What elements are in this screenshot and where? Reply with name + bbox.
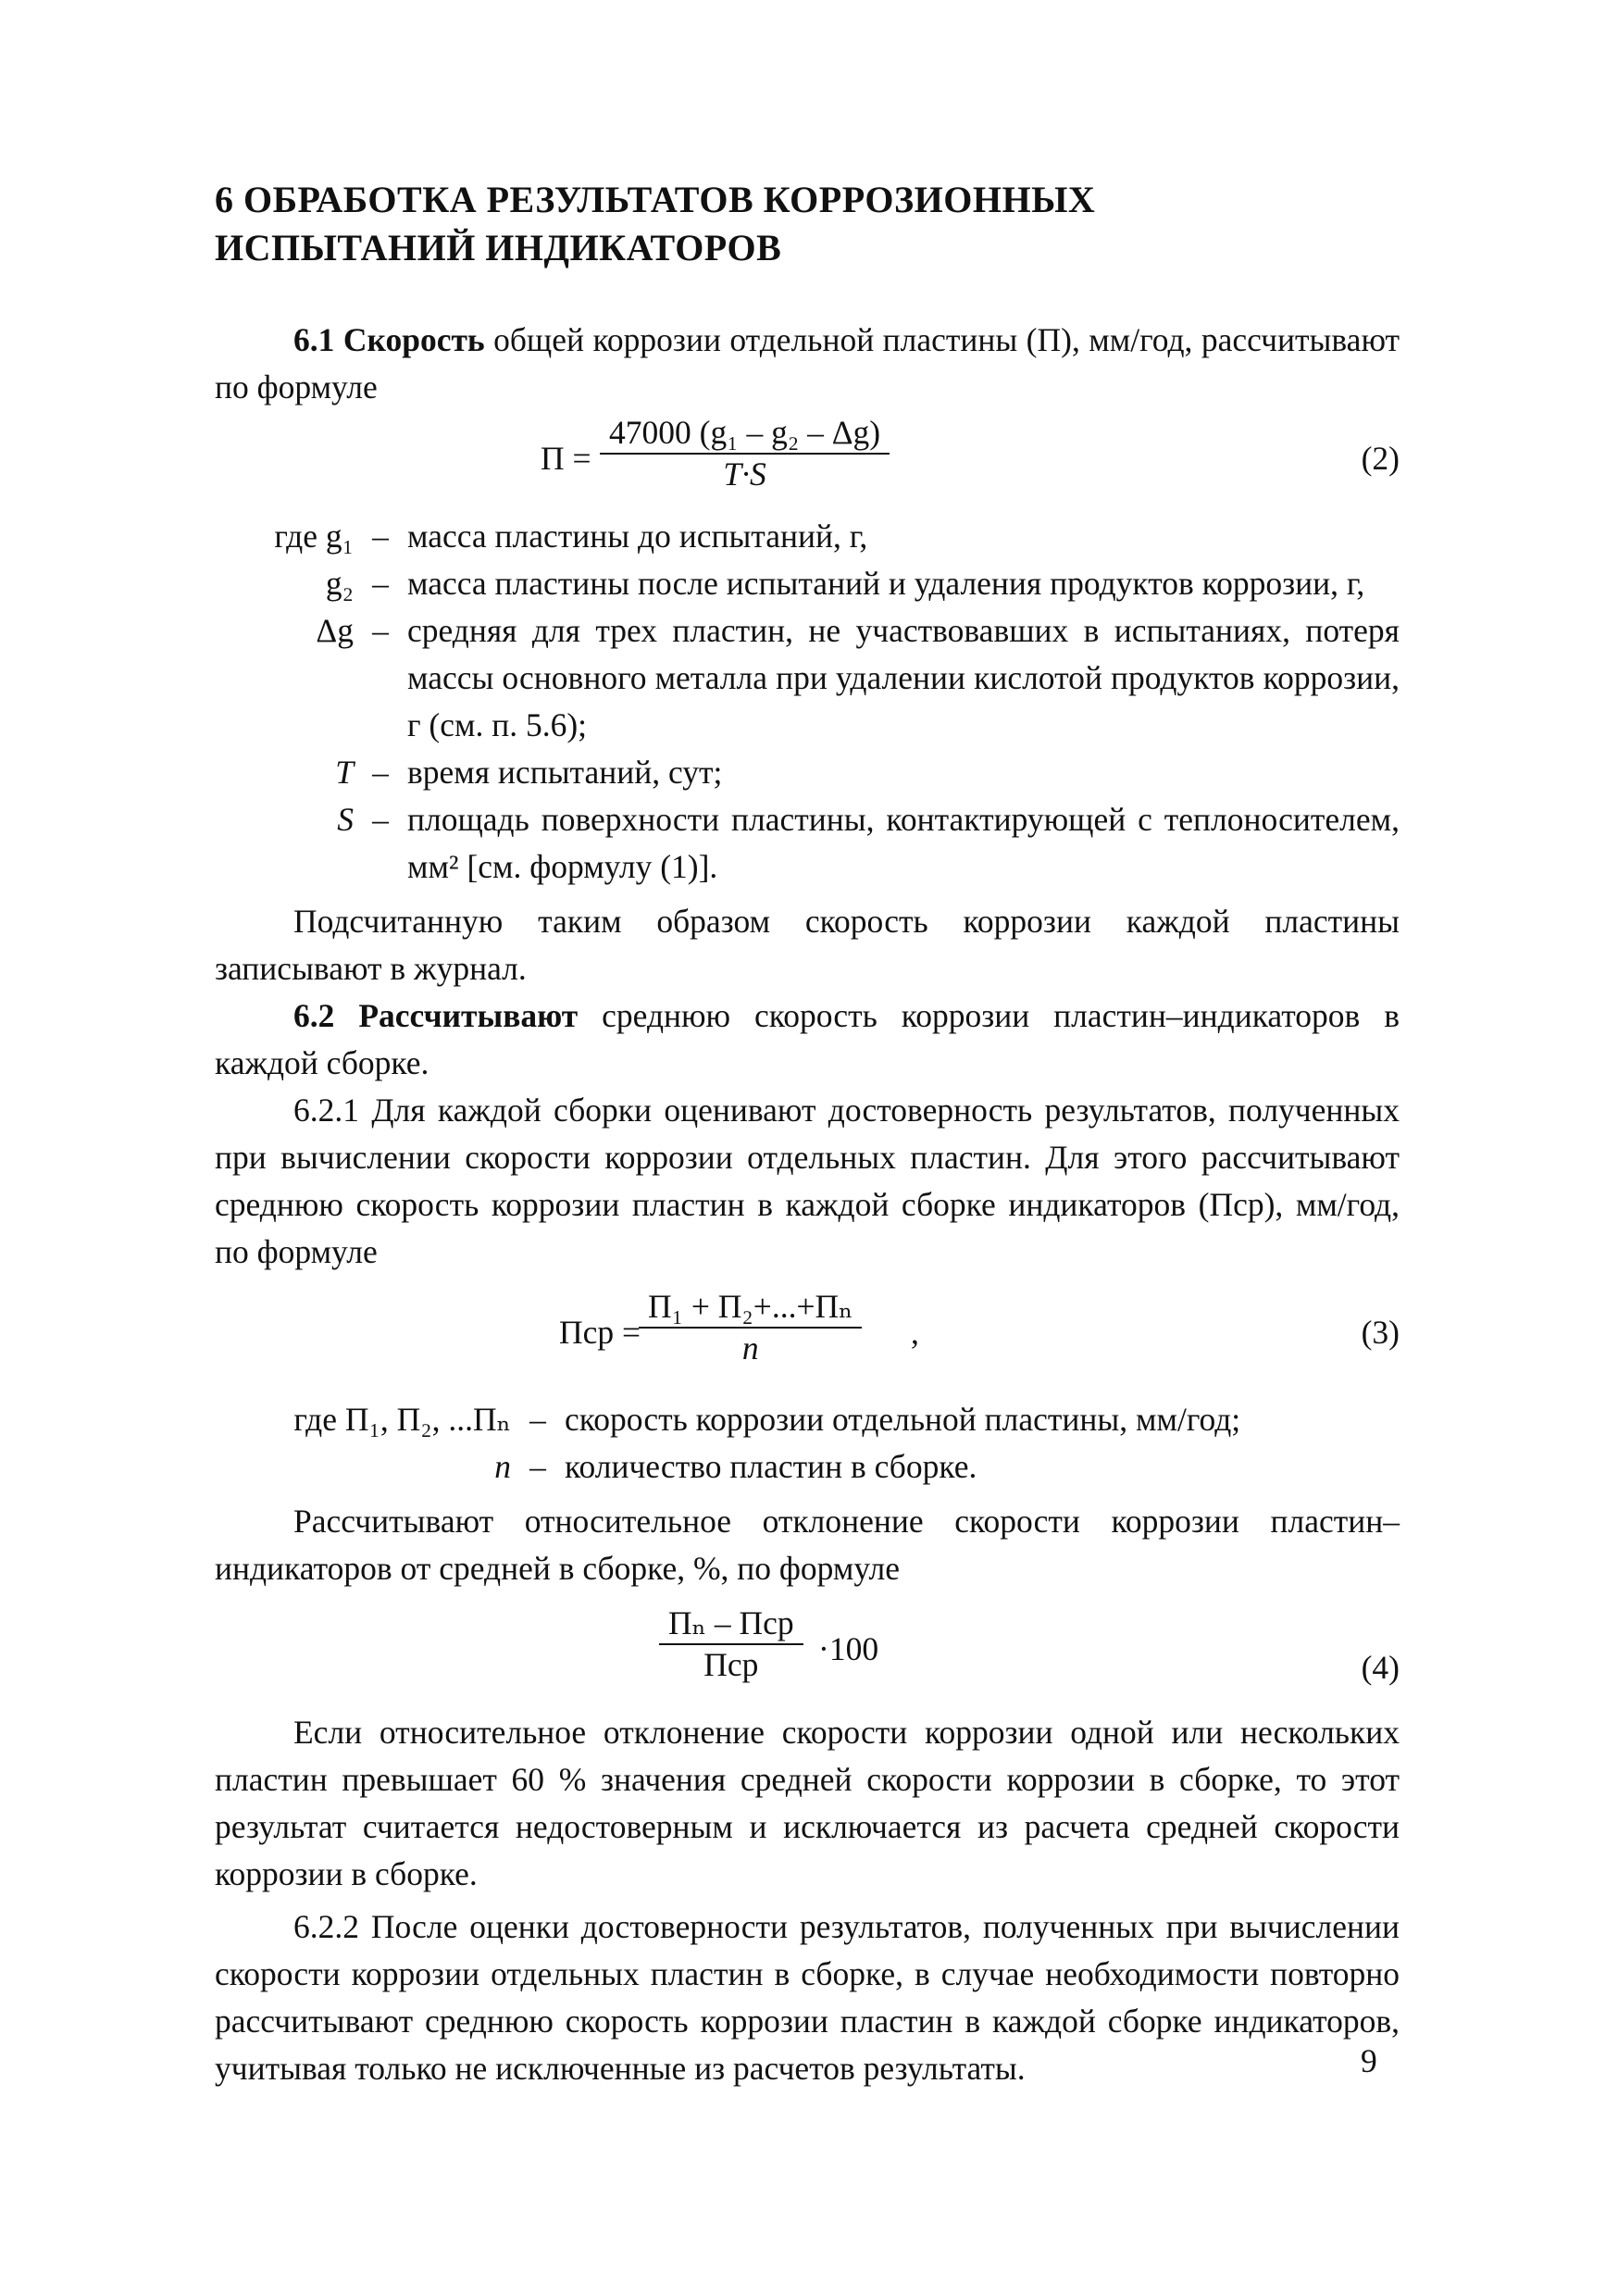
paragraph-6-2-2: 6.2.2 После оценки достоверности результатов, полученных при вычислении скорости коррозии отдельных пластин в сборке, в случае необходимости повторно рассчитывают среднюю скорость коррозии пластин в каждой сборке индикаторов, учитывая только не исключенные из расчетов результаты. xyxy=(215,1908,1400,2087)
formula-numerator: Пₙ – Пср xyxy=(668,1604,794,1641)
variable-symbol: S xyxy=(337,801,354,838)
variables-list-2 xyxy=(215,1396,1400,1491)
page-number: 9 xyxy=(1361,2042,1377,2079)
variable-description: масса пластины после испытаний и удаления продуктов коррозии, г, xyxy=(407,565,1365,602)
variable-symbol: T xyxy=(335,754,354,791)
variable-description: площадь поверхности пластины, контактирующей с теплоносителем, мм² [см. формулу (1)]. xyxy=(407,801,1400,885)
variable-symbol: где g₁ xyxy=(274,518,354,555)
paragraph-relative-deviation: Рассчитывают относительное отклонение скорости коррозии пластин–индикаторов от средней в сборке, %, по формуле xyxy=(215,1503,1400,1587)
variable-description: масса пластины до испытаний, г, xyxy=(407,518,868,555)
formula-denominator: Пср xyxy=(703,1646,759,1684)
dash: – xyxy=(529,1401,546,1438)
formula-fraction xyxy=(659,1605,803,1683)
paragraph-6-1 xyxy=(215,317,1400,411)
clause-keyword: Скорость xyxy=(342,321,485,358)
paragraph-if: Если относительное отклонение скорости коррозии одной или нескольких пластин превышает 60 % значения средней скорости коррозии в сборке, то этот результат считается недостоверным и исключается из расчета средней скорости коррозии в сборке. xyxy=(215,1714,1400,1892)
variable-item xyxy=(215,607,1400,749)
formula-numerator: П₁ + П₂+...+Пₙ xyxy=(648,1288,853,1325)
variable-item xyxy=(215,513,1400,560)
dash: – xyxy=(529,1448,546,1485)
dash: – xyxy=(372,754,389,791)
formula-fraction xyxy=(639,1289,862,1366)
variable-item xyxy=(215,1396,1400,1443)
equation-number: (2) xyxy=(1361,440,1400,477)
clause-number: 6.1 xyxy=(293,321,335,358)
heading-line-1: 6 ОБРАБОТКА РЕЗУЛЬТАТОВ КОРРОЗИОННЫХ xyxy=(215,179,1096,220)
formula-4 xyxy=(215,1605,1400,1698)
variable-item xyxy=(215,796,1400,891)
formula-fraction xyxy=(600,415,890,493)
formula-tail: , xyxy=(911,1314,919,1351)
variable-symbol: n xyxy=(494,1448,511,1485)
variables-list-1 xyxy=(215,513,1400,891)
variable-symbol: Δg xyxy=(316,612,354,649)
variable-description: скорость коррозии отдельной пластины, мм/год; xyxy=(565,1401,1241,1438)
variable-item xyxy=(215,560,1400,607)
formula-tail: ·100 xyxy=(818,1630,879,1667)
variable-item xyxy=(215,749,1400,796)
variable-description: время испытаний, сут; xyxy=(407,754,723,791)
clause-number: 6.2 xyxy=(293,997,335,1034)
document-page xyxy=(215,139,1400,2092)
dash: – xyxy=(372,518,389,555)
variable-symbol: где П₁, П₂, ...Пₙ xyxy=(293,1401,511,1438)
formula-lhs: Пср = xyxy=(559,1314,641,1351)
variable-description: средняя для трех пластин, не участвовавших в испытаниях, потеря массы основного металла при удалении кислотой продуктов коррозии, г (см. п. 5.6); xyxy=(407,612,1400,743)
formula-3 xyxy=(215,1289,1400,1381)
paragraph-6-2-1: 6.2.1 Для каждой сборки оценивают достоверность результатов, полученных при вычислении скорости коррозии отдельных пластин. Для этого рассчитывают среднюю скорость коррозии пластин в каждой сборке индикаторов (Пср), мм/год, по формуле xyxy=(215,1092,1400,1270)
section-heading xyxy=(215,176,1400,272)
paragraph-6-2 xyxy=(215,992,1400,1087)
formula-denominator: n xyxy=(741,1329,759,1367)
heading-line-2: ИСПЫТАНИЙ ИНДИКАТОРОВ xyxy=(215,227,782,268)
equation-number: (4) xyxy=(1361,1649,1400,1686)
dash: – xyxy=(372,801,389,838)
clause-text: среднюю скорость коррозии пластин–индикаторов в каждой сборке. xyxy=(215,997,1400,1081)
formula-2 xyxy=(215,415,1400,504)
variable-item xyxy=(215,1443,1400,1491)
equation-number: (3) xyxy=(1361,1314,1400,1351)
clause-text: общей коррозии отдельной пластины (П), мм/год, рассчитывают по формуле xyxy=(215,321,1400,406)
formula-numerator: 47000 (g₁ – g₂ – Δg) xyxy=(609,414,881,451)
clause-keyword: Рассчитывают xyxy=(358,997,579,1034)
dash: – xyxy=(372,565,389,602)
paragraph-journal: Подсчитанную таким образом скорость коррозии каждой пластины записывают в журнал. xyxy=(215,903,1400,987)
dash: – xyxy=(372,612,389,649)
formula-denominator: T·S xyxy=(723,455,766,493)
formula-lhs: П = xyxy=(541,440,591,477)
variable-symbol: g₂ xyxy=(325,565,354,602)
variable-description: количество пластин в сборке. xyxy=(565,1448,977,1485)
